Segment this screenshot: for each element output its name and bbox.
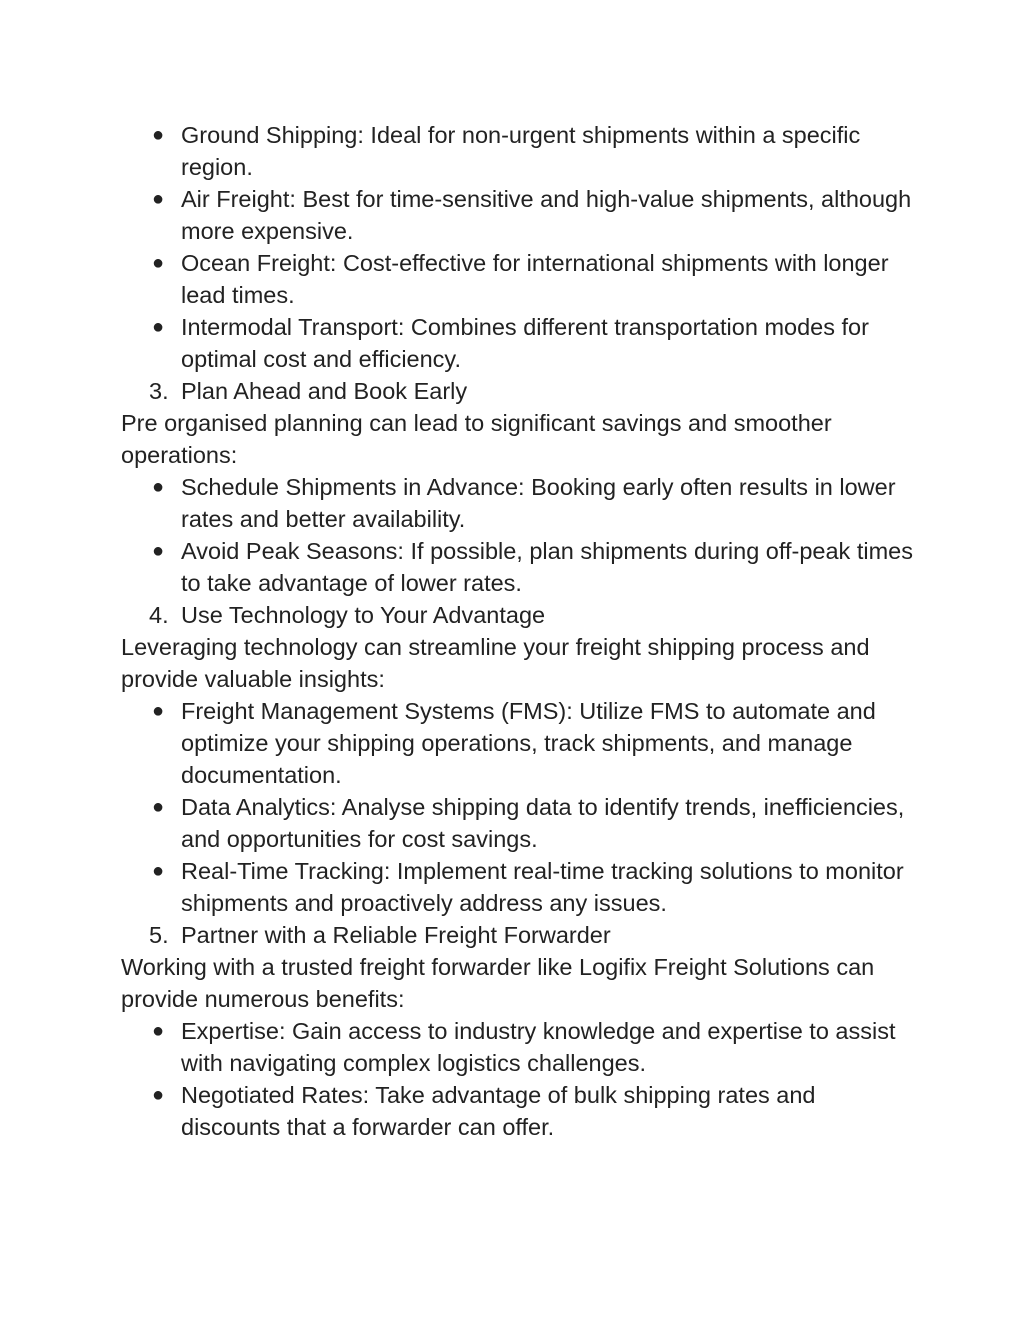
list-item-text: Data Analytics: Analyse shipping data to identify trends, inefficiencies, and opportunities for cost savings. [181, 794, 905, 852]
bullet-marker: ● [152, 316, 165, 338]
bullet-marker: ● [152, 124, 165, 146]
paragraph: Pre organised planning can lead to significant savings and smoother operations: [121, 410, 832, 468]
list-item [121, 1079, 921, 1143]
list-item [121, 183, 921, 247]
list-item-text: Negotiated Rates: Take advantage of bulk shipping rates and discounts that a forwarder can offer. [181, 1082, 816, 1140]
bullet-marker: ● [152, 540, 165, 562]
bullet-marker: ● [152, 1020, 165, 1042]
list-item [121, 311, 921, 375]
list-item-text: Avoid Peak Seasons: If possible, plan shipments during off-peak times to take advantage of lower rates. [181, 538, 913, 596]
list-item-text: Schedule Shipments in Advance: Booking early often results in lower rates and better availability. [181, 474, 896, 532]
number-marker: 5. [149, 922, 169, 948]
bullet-marker: ● [152, 252, 165, 274]
numbered-heading-text: Plan Ahead and Book Early [181, 378, 468, 404]
list-item [121, 695, 921, 791]
numbered-heading-text: Use Technology to Your Advantage [181, 602, 546, 628]
list-item [121, 1015, 921, 1079]
numbered-heading [121, 599, 921, 631]
numbered-heading [121, 919, 921, 951]
paragraph: Leveraging technology can streamline your freight shipping process and provide valuable insights: [121, 634, 870, 692]
list-item-text: Expertise: Gain access to industry knowledge and expertise to assist with navigating complex logistics challenges. [181, 1018, 896, 1076]
list-item-text: Air Freight: Best for time-sensitive and high-value shipments, although more expensive. [181, 186, 912, 244]
paragraph: Working with a trusted freight forwarder like Logifix Freight Solutions can provide numerous benefits: [121, 954, 875, 1012]
bullet-marker: ● [152, 1084, 165, 1106]
list-item-text: Freight Management Systems (FMS): Utilize FMS to automate and optimize your shipping operations, track shipments, and manage documentation. [181, 698, 876, 788]
bullet-marker: ● [152, 860, 165, 882]
bullet-marker: ● [152, 796, 165, 818]
number-marker: 4. [149, 602, 169, 628]
list-item [121, 247, 921, 311]
list-item [121, 855, 921, 919]
list-item-text: Intermodal Transport: Combines different transportation modes for optimal cost and efficiency. [181, 314, 869, 372]
bullet-marker: ● [152, 476, 165, 498]
list-item [121, 471, 921, 535]
list-item-text: Real-Time Tracking: Implement real-time tracking solutions to monitor shipments and proactively address any issues. [181, 858, 904, 916]
number-marker: 3. [149, 378, 169, 404]
list-item [121, 535, 921, 599]
list-item [121, 119, 921, 183]
numbered-heading [121, 375, 921, 407]
numbered-heading-text: Partner with a Reliable Freight Forwarder [181, 922, 611, 948]
list-item-text: Ocean Freight: Cost-effective for international shipments with longer lead times. [181, 250, 889, 308]
list-item [121, 791, 921, 855]
bullet-marker: ● [152, 700, 165, 722]
document-body [121, 119, 921, 1143]
list-item-text: Ground Shipping: Ideal for non-urgent shipments within a specific region. [181, 122, 861, 180]
bullet-marker: ● [152, 188, 165, 210]
